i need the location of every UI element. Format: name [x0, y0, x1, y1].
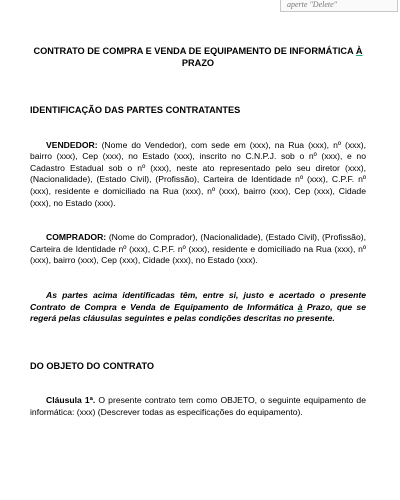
section-heading-parties: IDENTIFICAÇÃO DAS PARTES CONTRATANTES — [30, 105, 241, 115]
comprador-paragraph — [30, 232, 366, 267]
clausula-text: O presente contrato tem como OBJETO, o seguinte equipamento de informática: (xxx) (Descrever todas as especificações do equipamento). — [30, 395, 366, 417]
agreement-spell-mark: à — [297, 301, 303, 312]
corner-note: aperte "Delete" — [280, 0, 398, 12]
title-line1: CONTRATO DE COMPRA E VENDA DE EQUIPAMENTO DE INFORMÁTICA — [33, 46, 356, 56]
vendedor-label: VENDEDOR: — [46, 139, 98, 150]
comprador-label: COMPRADOR: — [46, 232, 107, 243]
vendedor-text: (Nome do Vendedor), com sede em (xxx), na Rua (xxx), nº (xxx), bairro (xxx), Cep (xxx), no Estado (xxx), inscrito no C.N.P.J. sob o nº (xxx), e no Cadastro Estadual sob o nº (xxx), neste ato representado pelo seu diretor (xxx), (Nacionalidade), (Estado Civil), (Profissão), Carteira de Identidade nº (xxx), C.P.F. nº (xxx), residente e domiciliado na Rua (xxx), nº (xxx), bairro (xxx), Cep (xxx), Cidade (xxx), no Estado (xxx). — [30, 139, 366, 208]
clausula-paragraph — [30, 395, 366, 418]
section-heading-object: DO OBJETO DO CONTRATO — [30, 360, 155, 371]
agreement-text-a: As partes acima identificadas têm, entre si, justo e acertado o presente Contrato de Compra e Venda de Equipamento de Informática — [30, 289, 366, 312]
title-line2: PRAZO — [181, 58, 215, 68]
document-title — [30, 45, 366, 69]
clausula-label: Cláusula 1ª. — [46, 395, 96, 406]
comprador-text: (Nome do Comprador), (Nacionalidade), (Estado Civil), (Profissão), Carteira de Identidade nº (xxx), C.P.F. nº (xxx), residente e domiciliado na Rua (xxx), nº (xxx), bairro (xxx), Cep (xxx), Cidade (xxx), no Estado (xxx). — [30, 232, 366, 266]
agreement-text-c: Prazo, que se regerá pelas cláusulas seguintes e pelas condições descritas no presente. — [30, 301, 366, 324]
agreement-paragraph — [30, 290, 366, 325]
document-page — [30, 45, 366, 419]
title-spell-mark: À — [355, 46, 363, 56]
vendedor-paragraph — [30, 140, 366, 210]
